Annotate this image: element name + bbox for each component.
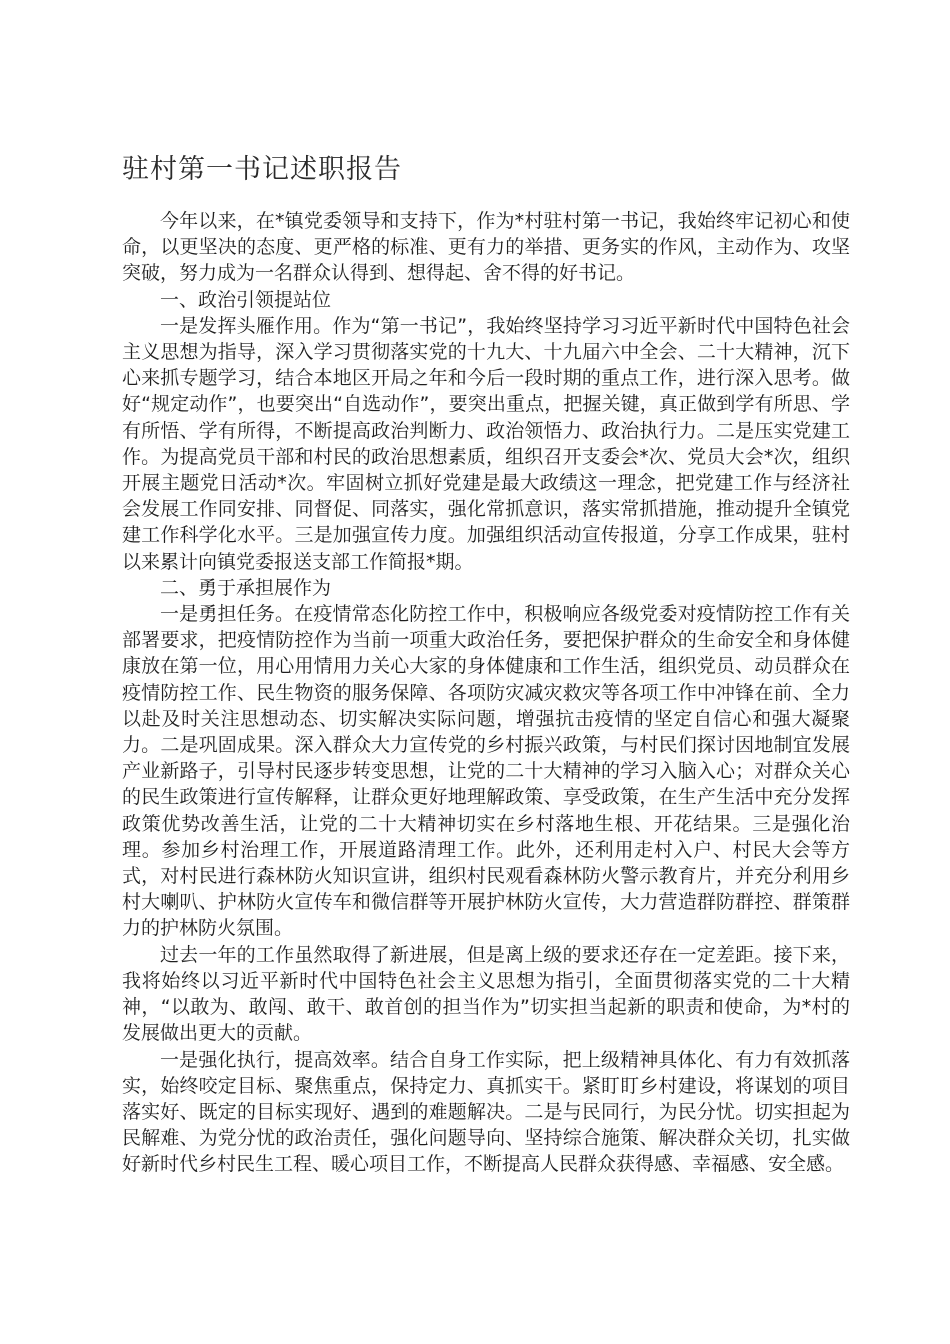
document-page bbox=[122, 150, 850, 1178]
document-title: 驻村第一书记述职报告 bbox=[122, 154, 402, 185]
summary-paragraph: 过去一年的工作虽然取得了新进展，但是离上级的要求还存在一定差距。接下来，我将始终以习近平新时代中国特色社会主义思想为指引，全面贯彻落实党的二十大精神，“以敢为、敢闯、敢干、敢首创的担当作为”切实担当起新的职责和使命，为*村的发展做出更大的贡献。 bbox=[122, 943, 850, 1045]
plan-paragraph: 一是强化执行，提高效率。结合自身工作实际，把上级精神具体化、有力有效抓落实，始终咬定目标、聚焦重点，保持定力、真抓实干。紧盯盯乡村建设，将谋划的项目落实好、既定的目标实现好、遇到的难题解决。二是与民同行，为民分忧。切实担起为民解难、为党分忧的政治责任，强化问题导向、坚持综合施策、解决群众关切，扎实做好新时代乡村民生工程、暖心项目工作，不断提高人民群众获得感、幸福感、安全感。 bbox=[122, 1048, 850, 1176]
section-2-paragraph: 一是勇担任务。在疫情常态化防控工作中，积极响应各级党委对疫情防控工作有关部署要求，把疫情防控作为当前一项重大政治任务，要把保护群众的生命安全和身体健康放在第一位，用心用情用力关心大家的身体健康和工作生活，组织党员、动员群众在疫情防控工作、民生物资的服务保障、各项防灾减灾救灾等各项工作中冲锋在前、全力以赴及时关注思想动态、切实解决实际问题，增强抗击疫情的坚定自信心和强大凝聚力。二是巩固成果。深入群众大力宣传党的乡村振兴政策，与村民们探讨因地制宜发展产业新路子，引导村民逐步转变思想，让党的二十大精神的学习入脑入心；对群众关心的民生政策进行宣传解释，让群众更好地理解政策、享受政策，在生产生活中充分发挥政策优势改善生活，让党的二十大精神切实在乡村落地生根、开花结果。三是强化治理。参加乡村治理工作，开展道路清理工作。此外，还利用走村入户、村民大会等方式，对村民进行森林防火知识宣讲，组织村民观看森林防火警示教育片，并充分利用乡村大喇叭、护林防火宣传车和微信群等开展护林防火宣传，大力营造群防群控、群策群力的护林防火氛围。 bbox=[122, 603, 850, 940]
section-1-paragraph: 一是发挥头雁作用。作为“第一书记”，我始终坚持学习习近平新时代中国特色社会主义思想为指导，深入学习贯彻落实党的十九大、十九届六中全会、二十大精神，沉下心来抓专题学习，结合本地区开局之年和今后一段时期的重点工作，进行深入思考。做好“规定动作”，也要突出“自选动作”，要突出重点，把握关键，真正做到学有所思、学有所悟、学有所得，不断提高政治判断力、政治领悟力、政治执行力。二是压实党建工作。为提高党员干部和村民的政治思想素质，组织召开支委会*次、党员大会*次，组织开展主题党日活动*次。牢固树立抓好党建是最大政绩这一理念，把党建工作与经济社会发展工作同安排、同督促、同落实，强化常抓意识，落实常抓措施，推动提升全镇党建工作科学化水平。三是加强宣传力度。加强组织活动宣传报道，分享工作成果，驻村以来累计向镇党委报送支部工作简报*期。 bbox=[122, 314, 850, 573]
section-heading-2: 二、勇于承担展作为 bbox=[160, 576, 332, 599]
section-heading-1: 一、政治引领提站位 bbox=[160, 288, 332, 311]
intro-paragraph: 今年以来，在*镇党委领导和支持下，作为*村驻村第一书记，我始终牢记初心和使命，以更坚决的态度、更严格的标准、更有力的举措、更务实的作风，主动作为、攻坚突破，努力成为一名群众认得到、想得起、舍不得的好书记。 bbox=[122, 210, 850, 285]
